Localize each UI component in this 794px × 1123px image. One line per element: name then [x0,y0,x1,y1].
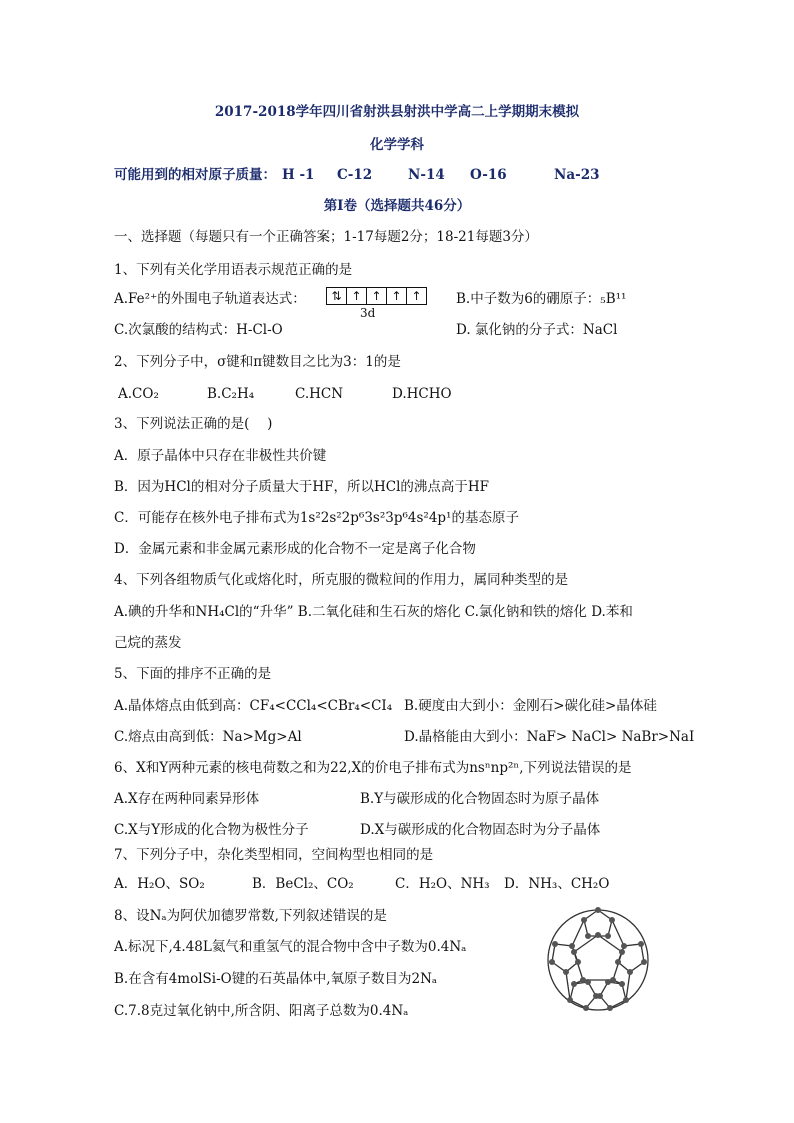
q1-option-c: C.次氯酸的结构式：H-Cl-O [114,322,283,338]
q4-options-line1: A.碘的升华和NH₄Cl的“升华” B.二氧化硅和生石灰的熔化 C.氯化钠和铁的熔化 D.苯和 [114,604,633,620]
q8-option-b: B.在含有4molSi-O键的石英晶体中,氧原子数目为2Nₐ [114,971,438,987]
q2-option-a: A.CO₂ [118,386,159,402]
q1-option-d: D. 氯化钠的分子式：NaCl [456,322,618,338]
q5-option-b: B.硬度由大到小：金刚石>碳化硅>晶体硅 [404,698,657,714]
q5-option-d: D.晶格能由大到小：NaF> NaCl> NaBr>NaI [404,729,695,745]
q3-option-c: C．可能存在核外电子排布式为1s²2s²2p⁶3s²3p⁶4s²4p¹的基态原子 [114,510,519,526]
q5-stem: 5、下面的排序不正确的是 [114,666,272,682]
q1-stem: 1、下列有关化学用语表示规范正确的是 [114,262,353,278]
q7-stem: 7、下列分子中，杂化类型相同，空间构型也相同的是 [114,847,434,863]
orbital-box: ↑ [366,287,387,305]
orbital-box: ↑ [406,287,427,305]
q8-stem: 8、设Nₐ为阿伏加德罗常数,下列叙述错误的是 [114,908,387,924]
q4-stem: 4、下列各组物质气化或熔化时，所克服的微粒间的作用力，属同种类型的是 [114,572,569,588]
orbital-box: ↑ [386,287,407,305]
q8-option-c: C.7.8克过氧化钠中,所含阴、阳离子总数为0.4Nₐ [114,1003,409,1019]
orbital-label: 3d [360,306,376,320]
q6-option-c: C.X与Y形成的化合物为极性分子 [114,822,309,838]
atomic-mass-na: Na-23 [554,167,600,183]
q5-option-a: A.晶体熔点由低到高：CF₄<CCl₄<CBr₄<CI₄ [114,698,393,714]
atomic-mass-h: H -1 [282,167,315,183]
q6-option-d: D.X与碳形成的化合物固态时为分子晶体 [360,822,601,838]
subject-title: 化学学科 [370,137,424,153]
q7-option-a: A．H₂O、SO₂ [114,876,205,892]
exam-title: 2017-2018学年四川省射洪县射洪中学高二上学期期末模拟 [214,104,580,120]
q6-stem: 6、X和Y两种元素的核电荷数之和为22,X的价电子排布式为nsⁿnp²ⁿ,下列说法错误的是 [114,760,632,776]
q7-option-d: D．NH₃、CH₂O [504,876,610,892]
q3-stem: 3、下列说法正确的是( ) [114,416,273,432]
orbital-box: ⇅ [326,287,347,305]
q2-option-c: C.HCN [295,386,344,402]
q5-option-c: C.熔点由高到低：Na>Mg>Al [114,729,302,745]
orbital-box: ↑ [346,287,367,305]
q3-option-a: A．原子晶体中只存在非极性共价键 [114,448,327,464]
atomic-mass-c: C-12 [337,167,373,183]
q1-option-b: B.中子数为6的硼原子：₅B¹¹ [456,291,627,307]
section-title: 第Ⅰ卷（选择题共46分） [323,198,471,214]
q8-option-a: A.标况下,4.48L氦气和重氢气的混合物中含中子数为0.4Nₐ [114,939,467,955]
q4-options-line2: 己烷的蒸发 [114,635,182,651]
atomic-mass-o: O-16 [470,167,507,183]
q1-option-a: A.Fe²⁺的外围电子轨道表达式： [114,291,306,307]
q7-option-b: B．BeCl₂、CO₂ [252,876,354,892]
fullerene-c60-icon [538,900,658,1020]
atomic-mass-label: 可能用到的相对原子质量： [114,167,276,183]
q6-option-a: A.X存在两种同素异形体 [114,791,260,807]
q2-option-d: D.HCHO [392,386,452,402]
orbital-diagram [327,287,427,305]
q6-option-b: B.Y与碳形成的化合物固态时为原子晶体 [360,791,600,807]
q2-stem: 2、下列分子中，σ键和π键数目之比为3：1的是 [114,354,401,370]
q7-option-c: C．H₂O、NH₃ [395,876,490,892]
atomic-mass-n: N-14 [408,167,445,183]
q3-option-d: D．金属元素和非金属元素形成的化合物不一定是离子化合物 [114,541,476,557]
q2-option-b: B.C₂H₄ [207,386,255,402]
instructions: 一、选择题（每题只有一个正确答案；1-17每题2分；18-21每题3分） [114,229,538,245]
q3-option-b: B．因为HCl的相对分子质量大于HF，所以HCl的沸点高于HF [114,479,490,495]
